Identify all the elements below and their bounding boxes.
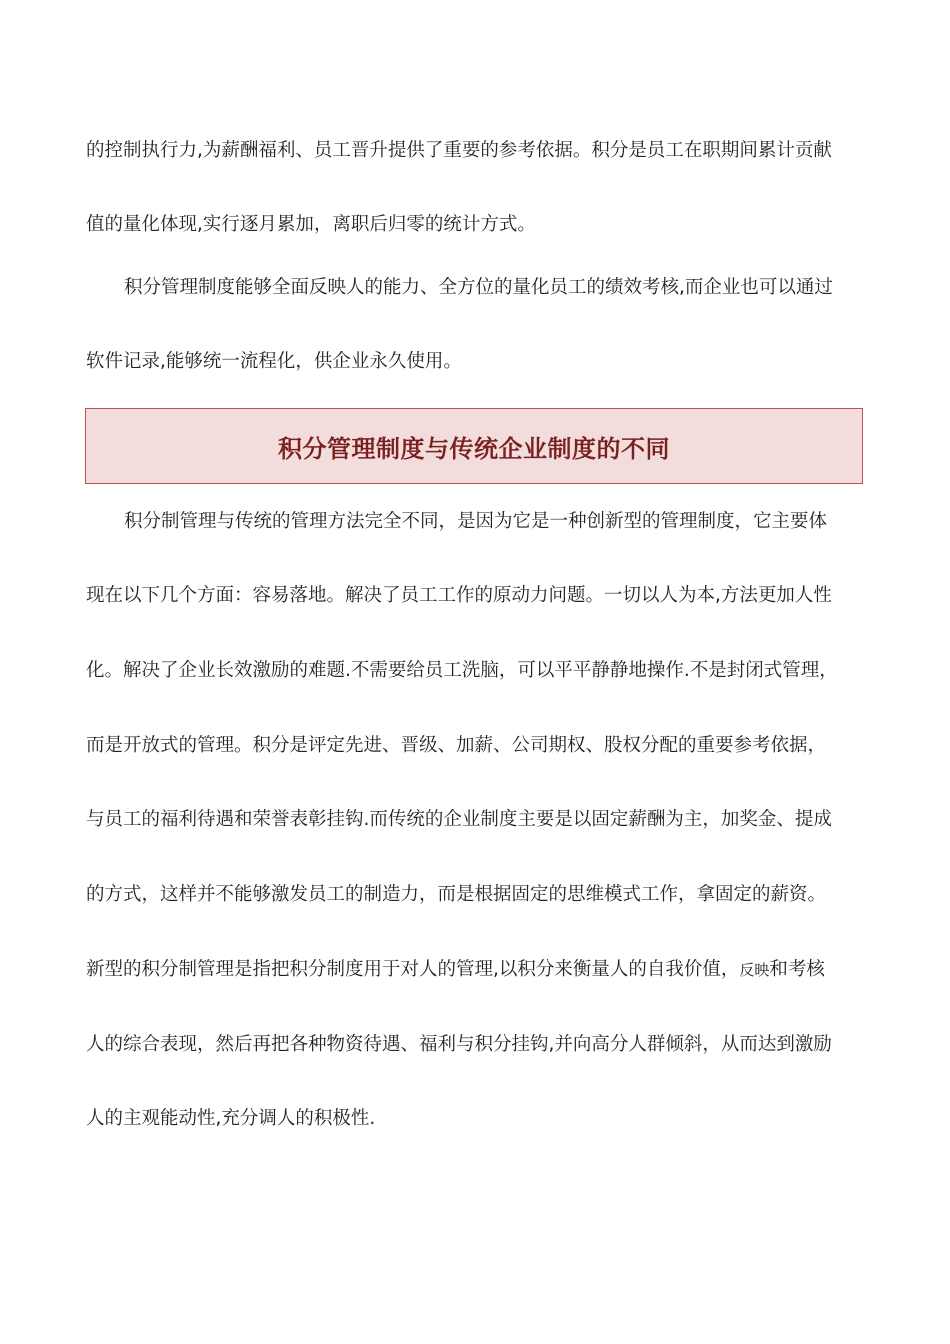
paragraph-1-line-2: 值的量化体现,实行逐月累加，离职后归零的统计方式。 xyxy=(86,214,536,235)
paragraph-3-line-6: 的方式，这样并不能够激发员工的制造力，而是根据固定的思维模式工作，拿固定的薪资。 xyxy=(86,884,827,905)
paragraph-3-line-2: 现在以下几个方面：容易落地。解决了员工工作的原动力问题。一切以人为本,方法更加人性 xyxy=(86,585,832,606)
paragraph-3-line-4: 而是开放式的管理。积分是评定先进、晋级、加薪、公司期权、股权分配的重要参考依据， xyxy=(86,735,827,756)
paragraph-3-line-9: 人的主观能动性,充分调人的积极性. xyxy=(86,1108,376,1129)
section-heading-box xyxy=(85,408,863,484)
paragraph-3-line-5: 与员工的福利待遇和荣誉表彰挂钩.而传统的企业制度主要是以固定薪酬为主，加奖金、提成 xyxy=(86,809,832,830)
paragraph-3-line-7-part-c: 和考核 xyxy=(769,959,825,980)
paragraph-2-line-1: 积分管理制度能够全面反映人的能力、全方位的量化员工的绩效考核,而企业也可以通过 xyxy=(124,277,833,298)
paragraph-3-line-3: 化。解决了企业长效激励的难题.不需要给员工洗脑，可以平平静静地操作.不是封闭式管理， xyxy=(86,660,838,681)
paragraph-3-line-8: 人的综合表现，然后再把各种物资待遇、福利与积分挂钩,并向高分人群倾斜，从而达到激励 xyxy=(86,1034,832,1055)
paragraph-2-line-2: 软件记录,能够统一流程化，供企业永久使用。 xyxy=(86,351,462,372)
paragraph-3-line-1: 积分制管理与传统的管理方法完全不同，是因为它是一种创新型的管理制度，它主要体 xyxy=(124,511,828,532)
section-heading: 积分管理制度与传统企业制度的不同 xyxy=(278,434,670,463)
paragraph-3-line-7 xyxy=(86,958,861,982)
paragraph-3-line-7-part-a: 新型的积分制管理是指把积分制度用于对人的管理,以积分来衡量人的自我价值， xyxy=(86,959,740,980)
paragraph-3-line-7-part-b: 反映 xyxy=(739,961,770,979)
paragraph-1-line-1: 的控制执行力,为薪酬福利、员工晋升提供了重要的参考依据。积分是员工在职期间累计贡献 xyxy=(86,140,832,161)
